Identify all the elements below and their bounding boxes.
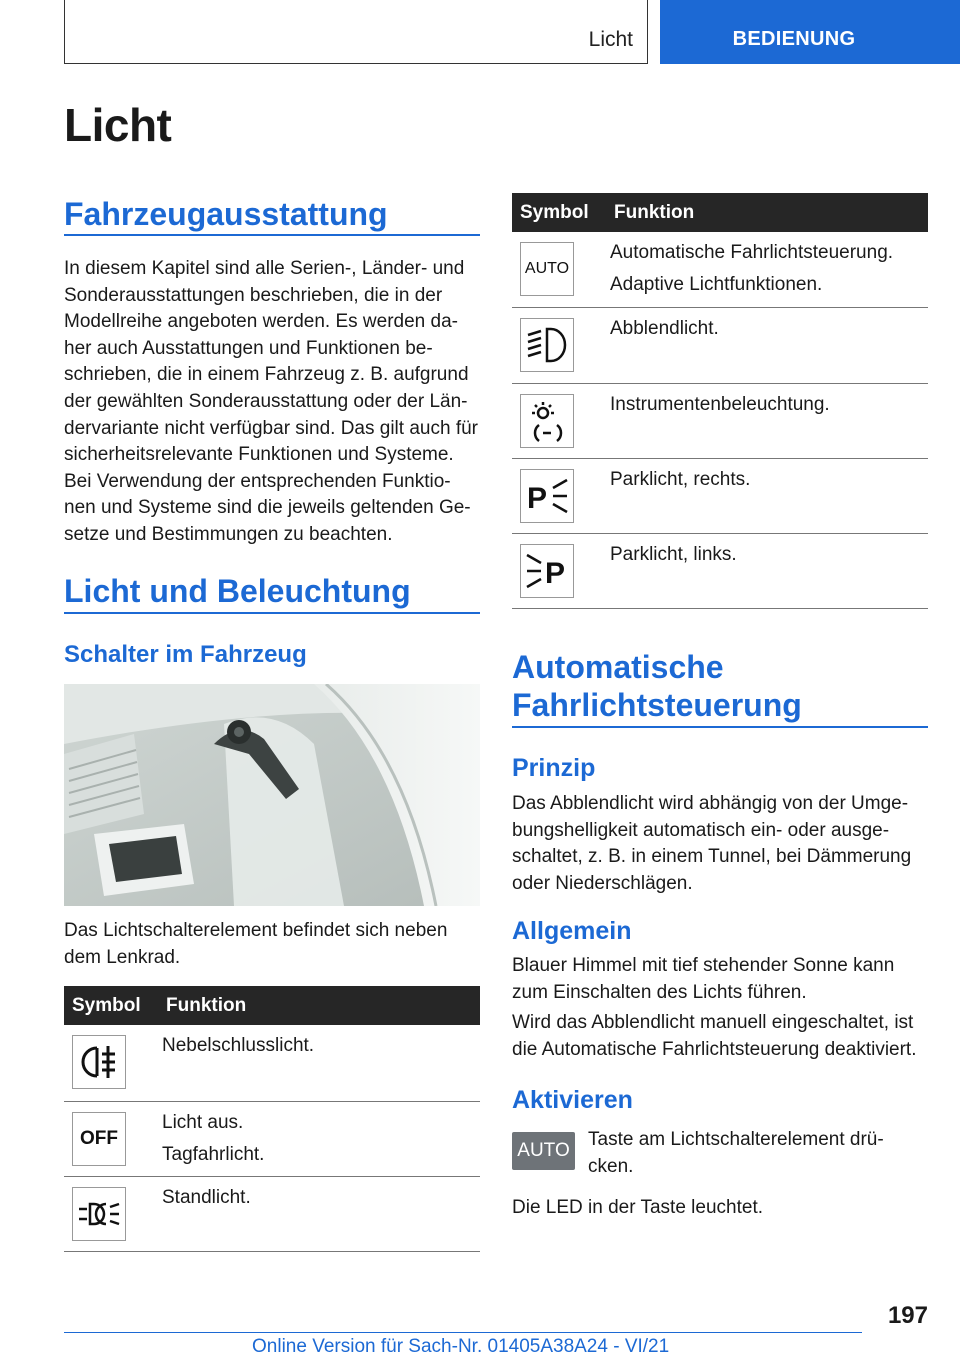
auto-button-icon: AUTO (512, 1132, 575, 1170)
prinzip-paragraph: Das Abblendlicht wird abhängig von der Umge- bungshelligkeit automatisch ein- oder ausge- schaltet, z. B. in einem Tunnel, bei Dämmerung oder Niederschlägen. (512, 793, 912, 894)
light-switch-photo (64, 684, 480, 906)
auto-icon: AUTO (520, 242, 574, 296)
table-row: Nebelschlusslicht. (64, 1025, 480, 1101)
off-icon: OFF (72, 1112, 126, 1166)
heading-fahrzeugausstattung: Fahrzeugausstattung (64, 196, 388, 232)
col-header-symbol: Symbol (512, 193, 606, 232)
symbol-table-right (512, 193, 928, 609)
heading-allgemein: Allgemein (512, 917, 632, 945)
parking-light-left-icon (520, 544, 574, 598)
page-number: 197 (887, 1302, 928, 1329)
col-header-funktion: Funktion (158, 986, 480, 1025)
svg-text:P: P (527, 481, 548, 515)
rear-fog-light-icon (72, 1035, 126, 1089)
symbol-table-left (64, 986, 480, 1252)
parking-light-icon (72, 1187, 126, 1241)
heading-rule (64, 612, 480, 614)
heading-automatische-fahrlichtsteuerung: Automatische Fahrlichtsteuerung (512, 649, 802, 723)
heading-prinzip: Prinzip (512, 754, 596, 782)
heading-rule (512, 726, 928, 728)
header-frame (64, 0, 648, 64)
heading-licht-und-beleuchtung: Licht und Beleuchtung (64, 573, 411, 609)
footer-text: Online Version für Sach-Nr. 01405A38A24 - VI/21 (252, 1336, 670, 1357)
table-row: Instrumentenbeleuchtung. (512, 383, 928, 458)
led-paragraph: Die LED in der Taste leuchtet. (512, 1197, 764, 1218)
table-row: Abblendlicht. (512, 307, 928, 383)
aktivieren-paragraph: Taste am Lichtschalterelement drü- cken. (588, 1129, 884, 1177)
intro-paragraph: In diesem Kapitel sind alle Serien-, Länder- und Sonderausstattungen beschrieben, die in der Modellreihe angeboten werden. Es werden da- her auch Ausstattungen und Funktionen be- schrieben, die in einem Fahrzeug z. B. aufgrund der gewählten Sonderausstattung oder der Län- dervariante nicht verfügbar sind. Das gilt auch für sicherheitsrelevante Funktionen und Systeme. Bei Verwendung der entsprechenden Funktio- nen und Systeme sind die jeweils geltenden Ge- setze und Bestimmungen zu beachten. (64, 258, 478, 545)
col-header-symbol: Symbol (64, 986, 158, 1025)
table-row: OFF Licht aus. Tagfahrlicht. (64, 1101, 480, 1176)
low-beam-icon (520, 318, 574, 372)
table-row: P Parklicht, rechts. (512, 458, 928, 533)
header-tab-label: BEDIENUNG (732, 28, 856, 50)
table-row: Standlicht. (64, 1176, 480, 1251)
parking-light-right-icon (520, 469, 574, 523)
footer-rule (64, 1332, 862, 1333)
header-section-label: Licht (588, 28, 633, 51)
heading-schalter-im-fahrzeug: Schalter im Fahrzeug (64, 641, 307, 668)
heading-rule (64, 234, 480, 236)
allgemein-paragraph-1: Blauer Himmel mit tief stehender Sonne kann zum Einschalten des Lichts führen. (512, 955, 895, 1003)
col-header-funktion: Funktion (606, 193, 928, 232)
table-row: AUTO Automatische Fahrlichtsteuerung. Adaptive Lichtfunktionen. (512, 232, 928, 307)
svg-text:P: P (545, 556, 566, 590)
heading-aktivieren: Aktivieren (512, 1086, 633, 1114)
table-row: P Parklicht, links. (512, 533, 928, 608)
instrument-lighting-icon (520, 394, 574, 448)
allgemein-paragraph-2: Wird das Abblendlicht manuell eingeschaltet, ist die Automatische Fahrlichtsteuerung deaktiviert. (512, 1012, 917, 1060)
page-title: Licht (64, 99, 172, 151)
header-tab[interactable] (660, 0, 960, 64)
photo-caption: Das Lichtschalterelement befindet sich neben dem Lenkrad. (64, 920, 448, 968)
